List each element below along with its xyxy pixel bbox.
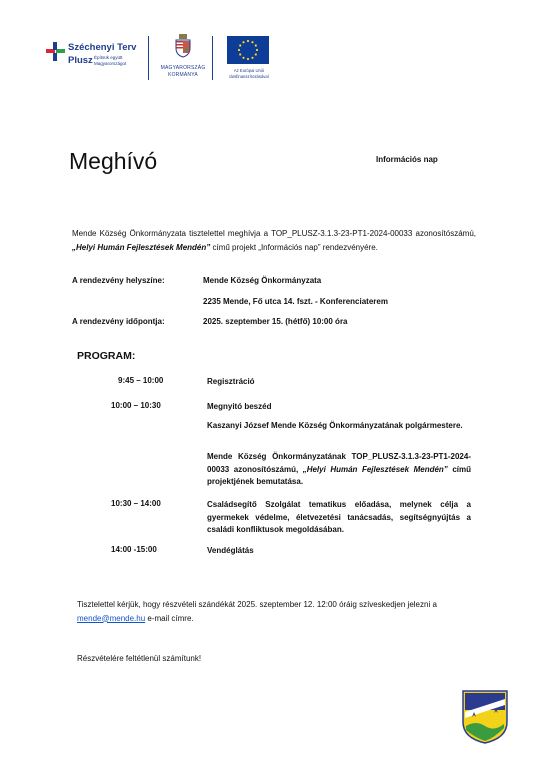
venue-label: A rendezvény helyszíne: bbox=[72, 276, 165, 285]
closing-line: Részvételére feltétlenül számítunk! bbox=[77, 654, 202, 663]
date-value: 2025. szeptember 15. (hétfő) 10:00 óra bbox=[203, 317, 348, 326]
program-item: Megnyitó beszéd bbox=[207, 402, 272, 411]
project-name: „Helyi Humán Fejlesztések Mendén” bbox=[72, 242, 211, 252]
mende-coat-of-arms-icon bbox=[462, 690, 508, 744]
program-item-detail: Mende Község Önkormányzatának TOP_PLUSZ-3.1.3-23-PT1-2024-00033 azonosítószámú, „Helyi Humán Fejlesztések Mendén” című projektjének bemutatása. bbox=[207, 452, 471, 486]
logo-plus: Plusz bbox=[68, 55, 93, 66]
program-title: PROGRAM: bbox=[77, 350, 136, 362]
email-link[interactable]: mende@mende.hu bbox=[77, 613, 146, 623]
logo-divider bbox=[148, 36, 149, 80]
program-item: Vendéglátás bbox=[207, 546, 254, 555]
event-type: Információs nap bbox=[376, 155, 438, 164]
szechenyi-terv-plusz-logo bbox=[46, 38, 146, 84]
document-title: Meghívó bbox=[69, 148, 158, 174]
date-label: A rendezvény időpontja: bbox=[72, 317, 165, 326]
szechenyi-mark-icon bbox=[46, 42, 66, 60]
program-time: 14:00 -15:00 bbox=[111, 545, 157, 554]
logo-title: Széchenyi Terv bbox=[68, 42, 137, 53]
program-item-detail: Kaszanyi József Mende Község Önkormányzatának polgármestere. bbox=[207, 421, 463, 430]
intro-paragraph: Mende Község Önkormányzata tisztelettel meghívja a TOP_PLUSZ-3.1.3-23-PT1-2024-00033 azonosítószámú, „Helyi Humán Fejlesztések Mendén” című projekt „Információs nap” rendezvényére. bbox=[72, 229, 476, 252]
program-time: 10:00 – 10:30 bbox=[111, 401, 161, 410]
logo-divider bbox=[212, 36, 213, 80]
venue-address: 2235 Mende, Fő utca 14. fszt. - Konferenciaterem bbox=[203, 297, 388, 306]
logo-tagline-1: Építsük együtt bbox=[94, 55, 123, 60]
government-logo-text: MAGYARORSZÁG KORMÁNYA bbox=[160, 65, 206, 78]
program-item: Regisztráció bbox=[207, 377, 255, 386]
program-time: 9:45 – 10:00 bbox=[118, 376, 164, 385]
hungarian-coat-of-arms-icon bbox=[174, 34, 192, 58]
eu-flag-icon bbox=[227, 36, 269, 64]
program-item: Családsegítő Szolgálat tematikus előadása, melynek célja a gyermekek védelme, életvezetési tanácsadás, segítségnyújtás a családi konfliktusok megoldásában. bbox=[207, 500, 471, 534]
eu-logo-text: Az Európai Unió társfinanszírozásával bbox=[229, 68, 269, 79]
logo-tagline-2: Magyarországot bbox=[94, 61, 127, 66]
logo-bar bbox=[0, 0, 550, 110]
rsvp-paragraph: Tisztelettel kérjük, hogy részvételi szándékát 2025. szeptember 12. 12:00 óráig szíveskedjen jelezni a mende@mende.hu e-mail címre. bbox=[77, 600, 437, 623]
program-time: 10:30 – 14:00 bbox=[111, 499, 161, 508]
venue-name: Mende Község Önkormányzata bbox=[203, 276, 322, 285]
